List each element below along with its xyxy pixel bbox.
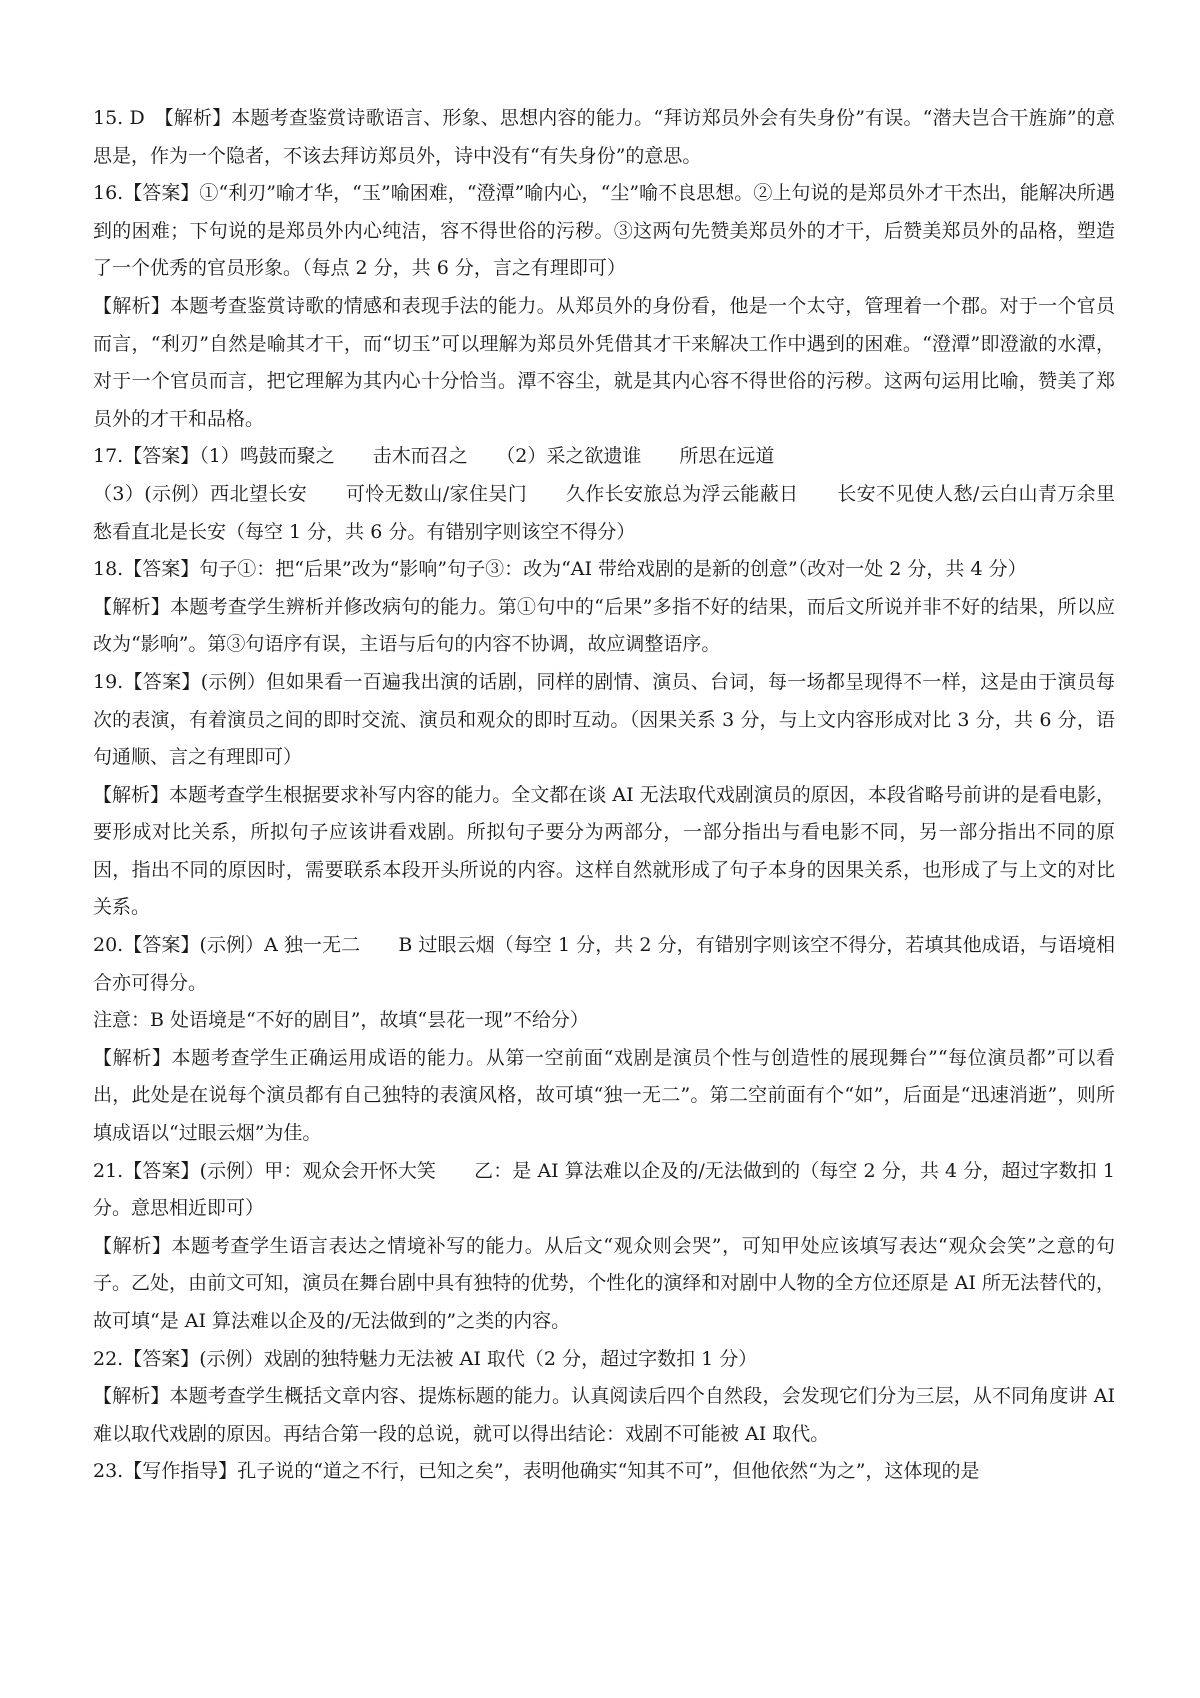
answer-15: 15. D 【解析】本题考查鉴赏诗歌语言、形象、思想内容的能力。“拜访郑员外会有失身份”有误。“潜夫岂合干旌旆”的意思是，作为一个隐者，不该去拜访郑员外，诗中没有“有失身份”的意思。 <box>93 107 1115 167</box>
analysis-21: 【解析】本题考查学生语言表达之情境补写的能力。从后文“观众则会哭”，可知甲处应该填写表达“观众会笑”之意的句子。乙处，由前文可知，演员在舞台剧中具有独特的优势，个性化的演绎和对剧中人物的全方位还原是 AI 所无法替代的，故可填“是 AI 算法难以企及的/无法做到的”之类的内容。 <box>93 1234 1115 1332</box>
answer-20: 20.【答案】(示例）A 独一无二 B 过眼云烟（每空 1 分，共 2 分，有错别字则该空不得分，若填其他成语，与语境相合亦可得分。 <box>93 934 1115 994</box>
analysis-18: 【解析】本题考查学生辨析并修改病句的能力。第①句中的“后果”多指不好的结果，而后文所说并非不好的结果，所以应改为“影响”。第③句语序有误，主语与后句的内容不协调，故应调整语序。 <box>93 595 1115 656</box>
analysis-19: 【解析】本题考查学生根据要求补写内容的能力。全文都在谈 AI 无法取代戏剧演员的原因，本段省略号前讲的是看电影，要形成对比关系，所拟句子应该讲看戏剧。所拟句子要分为两部分，一部分指出与看电影不同，另一部分指出不同的原因，指出不同的原因时，需要联系本段开头所说的内容。这样自然就形成了句子本身的因果关系，也形成了与上文的对比关系。 <box>93 783 1115 919</box>
analysis-16: 【解析】本题考查鉴赏诗歌的情感和表现手法的能力。从郑员外的身份看，他是一个太守，管理着一个郡。对于一个官员而言，“利刃”自然是喻其才干，而“切玉”可以理解为郑员外凭借其才干来解决工作中遇到的困难。“澄潭”即澄澈的水潭，对于一个官员而言，把它理解为其内心十分恰当。潭不容尘，就是其内心容不得世俗的污秽。这两句运用比喻，赞美了郑员外的才干和品格。 <box>93 294 1115 430</box>
analysis-22: 【解析】本题考查学生概括文章内容、提炼标题的能力。认真阅读后四个自然段，会发现它们分为三层，从不同角度讲 AI 难以取代戏剧的原因。再结合第一段的总说，就可以得出结论：戏剧不可能被 AI 取代。 <box>93 1385 1115 1445</box>
writing-guide-23: 23.【写作指导】孔子说的“道之不行，已知之矣”，表明他确实“知其不可”，但他依然“为之”，这体现的是 <box>93 1460 980 1483</box>
analysis-20: 【解析】本题考查学生正确运用成语的能力。从第一空前面“戏剧是演员个性与创造性的展现舞台”“每位演员都”可以看出，此处是在说每个演员都有自己独特的表演风格，故可填“独一无二”。第二空前面有个“如”，后面是“迅速消逝”，则所填成语以“过眼云烟”为佳。 <box>93 1046 1115 1145</box>
answer-19: 19.【答案】(示例）但如果看一百遍我出演的话剧，同样的剧情、演员、台词，每一场都呈现得不一样，这是由于演员每次的表演，有着演员之间的即时交流、演员和观众的即时互动。（因果关系 3 分，与上文内容形成对比 3 分，共 6 分，语句通顺、言之有理即可） <box>93 670 1115 769</box>
answer-17: 17.【答案】（1）鸣鼓而聚之 击木而召之 （2）采之欲遗谁 所思在远道 <box>93 445 775 468</box>
answer-16: 16.【答案】①“利刃”喻才华，“玉”喻困难，“澄潭”喻内心，“尘”喻不良思想。②上句说的是郑员外才干杰出，能解决所遇到的困难；下句说的是郑员外内心纯洁，容不得世俗的污秽。③这两句先赞美郑员外的才干，后赞美郑员外的品格，塑造了一个优秀的官员形象。（每点 2 分，共 6 分，言之有理即可） <box>93 182 1115 280</box>
answer-22: 22.【答案】(示例）戏剧的独特魅力无法被 AI 取代（2 分，超过字数扣 1 分） <box>93 1347 758 1370</box>
answer-21: 21.【答案】(示例）甲：观众会开怀大笑 乙：是 AI 算法难以企及的/无法做到的（每空 2 分，共 4 分，超过字数扣 1 分。意思相近即可） <box>93 1159 1115 1220</box>
answer-18: 18.【答案】句子①：把“后果”改为“影响”句子③：改为“AI 带给戏剧的是新的创意”（改对一处 2 分，共 4 分） <box>93 558 1027 581</box>
note-20: 注意：B 处语境是“不好的剧目”，故填“昙花一现”不给分） <box>93 1009 589 1032</box>
answer-17-part-3: （3）(示例）西北望长安 可怜无数山/家住吴门 久作长安旅总为浮云能蔽日 长安不见使人愁/云白山青万余里 愁看直北是长安（每空 1 分，共 6 分。有错别字则该空不得分） <box>93 482 1154 543</box>
answer-key-document <box>93 100 1154 1491</box>
